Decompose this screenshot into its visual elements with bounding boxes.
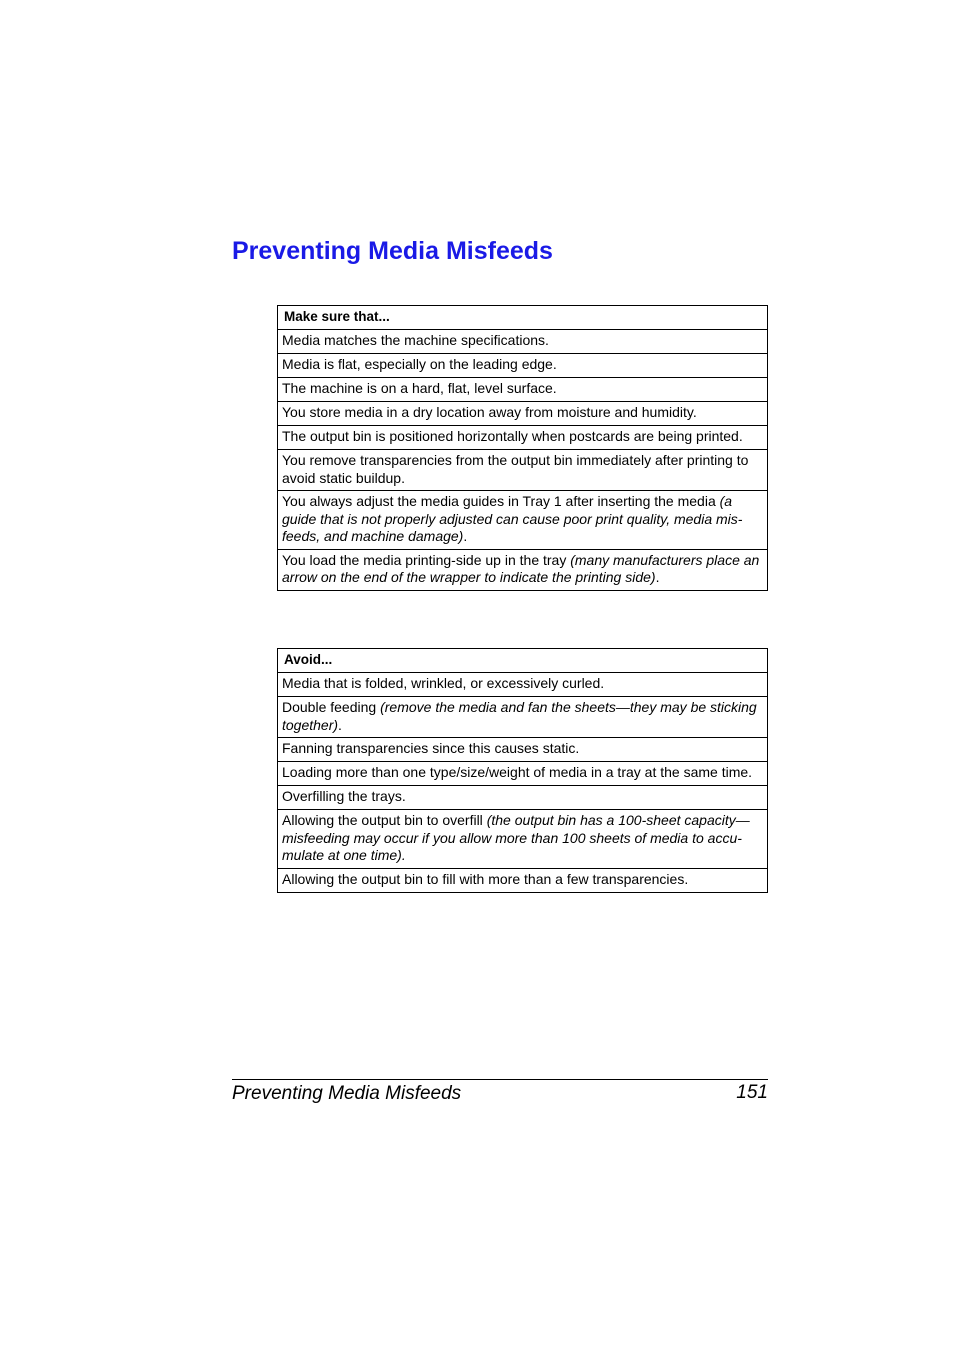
table-row [278, 378, 768, 402]
table-cell [278, 450, 768, 491]
row-text: You load the media printing-side up in the tray [282, 551, 571, 568]
table-row [278, 738, 768, 762]
table-cell [278, 426, 768, 450]
table-cell [278, 786, 768, 810]
table-row [278, 450, 768, 491]
table-row [278, 402, 768, 426]
row-text: The output bin is positioned horizontally when postcards are being printed. [282, 428, 743, 444]
row-note: (remove the media and fan the sheets—they may be sticking together) [282, 699, 757, 733]
row-note: (many manufacturers place an arrow on the end of the wrapper to indicate the printing side) [282, 551, 760, 585]
table-cell [278, 549, 768, 590]
table-row [278, 697, 768, 738]
row-text: Double feeding [282, 699, 381, 715]
row-text: Loading more than one type/size/weight of media in a tray at the same time. [282, 764, 753, 780]
table-row [278, 354, 768, 378]
table-cell [278, 673, 768, 697]
row-text: The machine is on a hard, flat, level surface. [282, 380, 557, 396]
table-row [278, 762, 768, 786]
row-text: You store media in a dry location away from moisture and humidity. [282, 404, 697, 420]
row-note: (a guide that is not properly adjusted can cause poor print quality, media mis-feeds, and machine damage) [282, 493, 743, 544]
row-note: (the output bin has a 100-sheet capacity—misfeeding may occur if you allow more than 100 sheets of media to accu-mulate at one time). [282, 812, 750, 863]
table-row [278, 673, 768, 697]
make-sure-header: Make sure that... [278, 306, 768, 330]
row-text: Media matches the machine specifications. [282, 332, 549, 348]
row-tail: . [338, 716, 342, 733]
table-cell [278, 697, 768, 738]
table-row [278, 868, 768, 892]
row-text: Media that is folded, wrinkled, or excessively curled. [282, 675, 605, 691]
row-text: You always adjust the media guides in Tray 1 after inserting the media [282, 493, 720, 509]
table-cell [278, 738, 768, 762]
table-header-row [278, 649, 768, 673]
row-text: Allowing the output bin to overfill [282, 812, 487, 828]
table-cell [278, 762, 768, 786]
table-row [278, 786, 768, 810]
table-cell [278, 868, 768, 892]
table-cell [278, 810, 768, 869]
table-cell [278, 491, 768, 550]
page-number: 151 [736, 1082, 768, 1103]
row-tail: . [655, 569, 660, 585]
row-text: Fanning transparencies since this causes static. [282, 740, 580, 756]
row-text: You remove transparencies from the output bin immediately after printing to avoid static buildup. [282, 452, 749, 486]
row-text: Allowing the output bin to fill with more than a few transparencies. [282, 870, 689, 887]
table-row [278, 491, 768, 550]
row-tail: . [463, 528, 468, 544]
avoid-header: Avoid... [278, 649, 768, 673]
row-text: Overfilling the trays. [282, 788, 406, 804]
table-cell [278, 354, 768, 378]
table-row [278, 549, 768, 590]
table-row [278, 426, 768, 450]
footer-divider [232, 1079, 768, 1080]
table-header-row [278, 306, 768, 330]
row-text: Media is flat, especially on the leading edge. [282, 356, 557, 372]
make-sure-table [277, 305, 768, 591]
footer-title: Preventing Media Misfeeds [232, 1083, 462, 1104]
table-row [278, 810, 768, 869]
table-row [278, 330, 768, 354]
table-cell [278, 378, 768, 402]
page-title: Preventing Media Misfeeds [232, 237, 553, 265]
table-cell [278, 330, 768, 354]
avoid-table [277, 648, 768, 893]
table-cell [278, 402, 768, 426]
